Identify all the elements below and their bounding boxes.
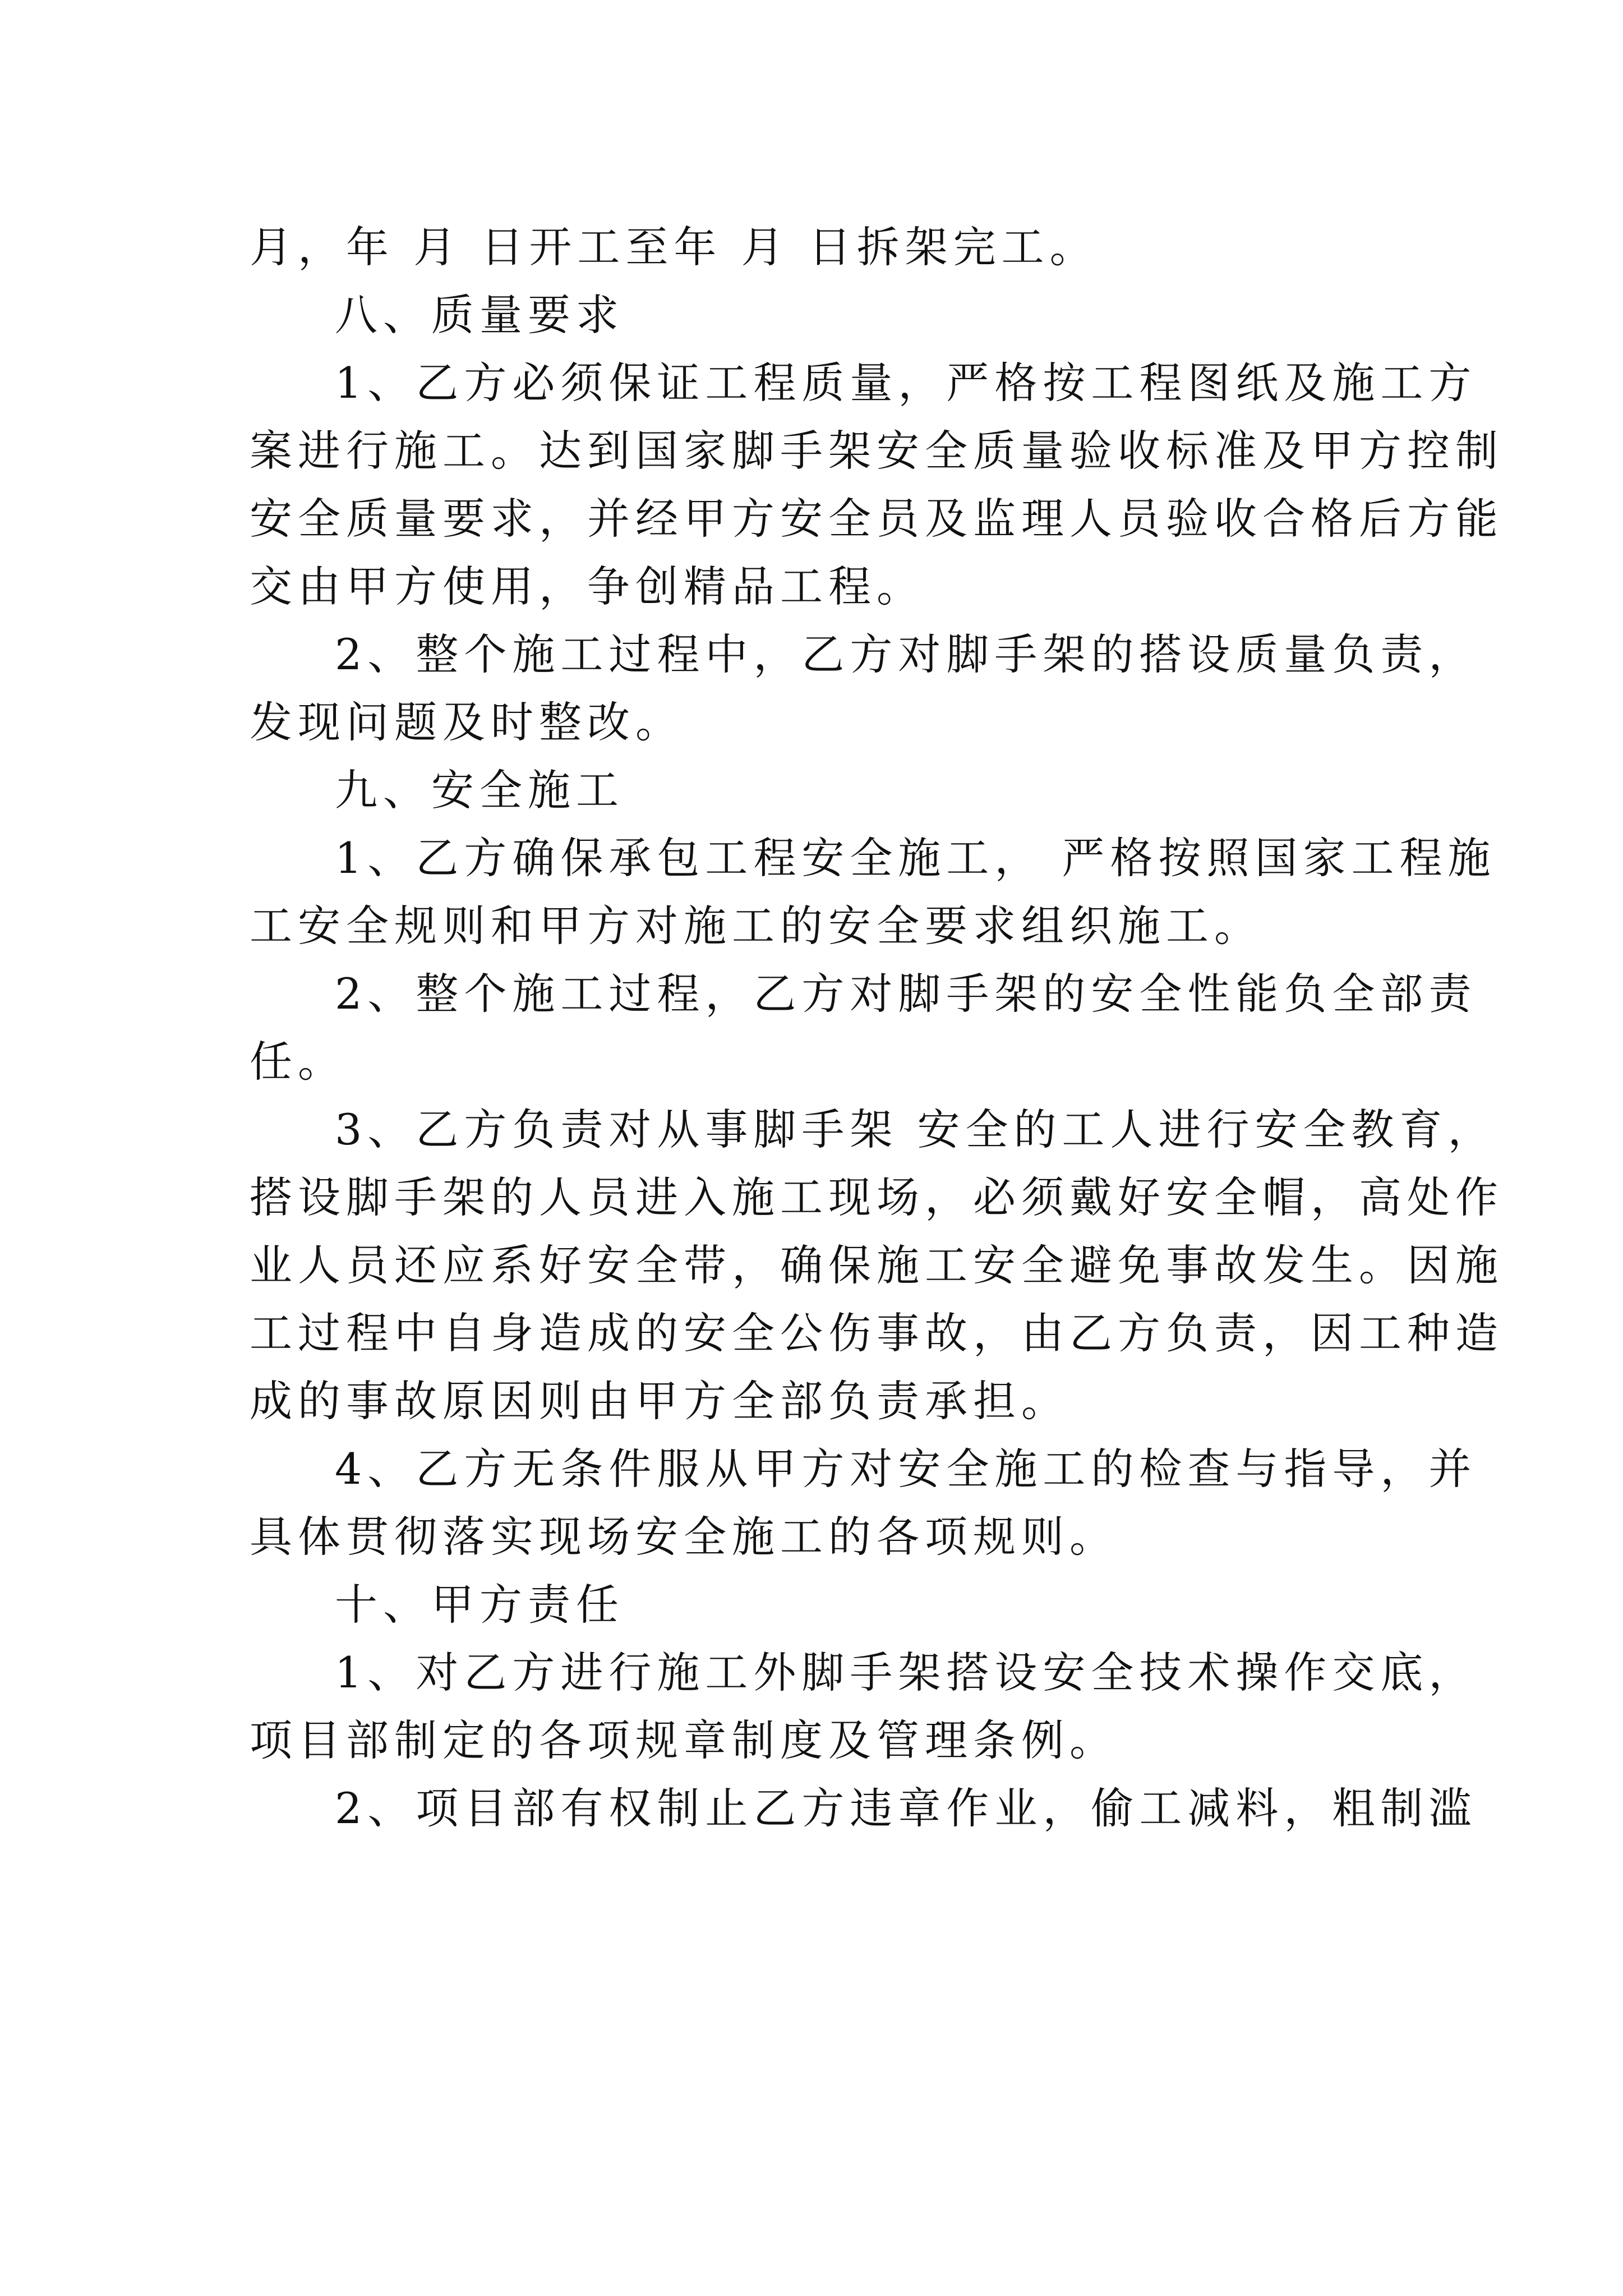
document-line: 交由甲方使用，争创精品工程。 (250, 562, 925, 611)
document-line: 1、乙方必须保证工程质量，严格按工程图纸及施工方 (335, 358, 1477, 408)
document-line: 八、质量要求 (335, 290, 624, 340)
document-line: 工过程中自身造成的安全公伤事故，由乙方负责，因工种造 (250, 1308, 1504, 1358)
document-line: 业人员还应系好安全带，确保施工安全避免事故发生。因施 (250, 1240, 1504, 1290)
document-line: 安全质量要求，并经甲方安全员及监理人员验收合格后方能 (250, 494, 1504, 544)
document-line: 2、整个施工过程中，乙方对脚手架的搭设质量负责， (335, 629, 1477, 679)
document-line: 九、安全施工 (335, 765, 624, 815)
document-line: 任。 (250, 1037, 346, 1087)
document-line: 十、甲方责任 (335, 1580, 624, 1630)
document-line: 案进行施工。达到国家脚手架安全质量验收标准及甲方控制 (250, 426, 1504, 476)
document-line: 3、乙方负责对从事脚手架 安全的工人进行安全教育， (335, 1105, 1496, 1154)
document-line: 工安全规则和甲方对施工的安全要求组织施工。 (250, 901, 1262, 951)
document-line: 2、整个施工过程，乙方对脚手架的安全性能负全部责 (335, 969, 1477, 1019)
document-line: 成的事故原因则由甲方全部负责承担。 (250, 1376, 1069, 1426)
document-line: 1、对乙方进行施工外脚手架搭设安全技术操作交底， (335, 1648, 1477, 1697)
document-line: 1、乙方确保承包工程安全施工， 严格按照国家工程施 (335, 833, 1496, 883)
document-line: 具体贯彻落实现场安全施工的各项规则。 (250, 1512, 1118, 1562)
document-line: 发现问题及时整改。 (250, 697, 684, 747)
document-line: 月，年 月 日开工至年 月 日拆架完工。 (250, 222, 1098, 272)
document-line: 2、项目部有权制止乙方违章作业，偷工减料，粗制滥 (335, 1783, 1477, 1833)
document-line: 搭设脚手架的人员进入施工现场，必须戴好安全帽，高处作 (250, 1172, 1504, 1222)
document-line: 4、乙方无条件服从甲方对安全施工的检查与指导，并 (335, 1444, 1477, 1494)
document-line: 项目部制定的各项规章制度及管理条例。 (250, 1715, 1118, 1765)
